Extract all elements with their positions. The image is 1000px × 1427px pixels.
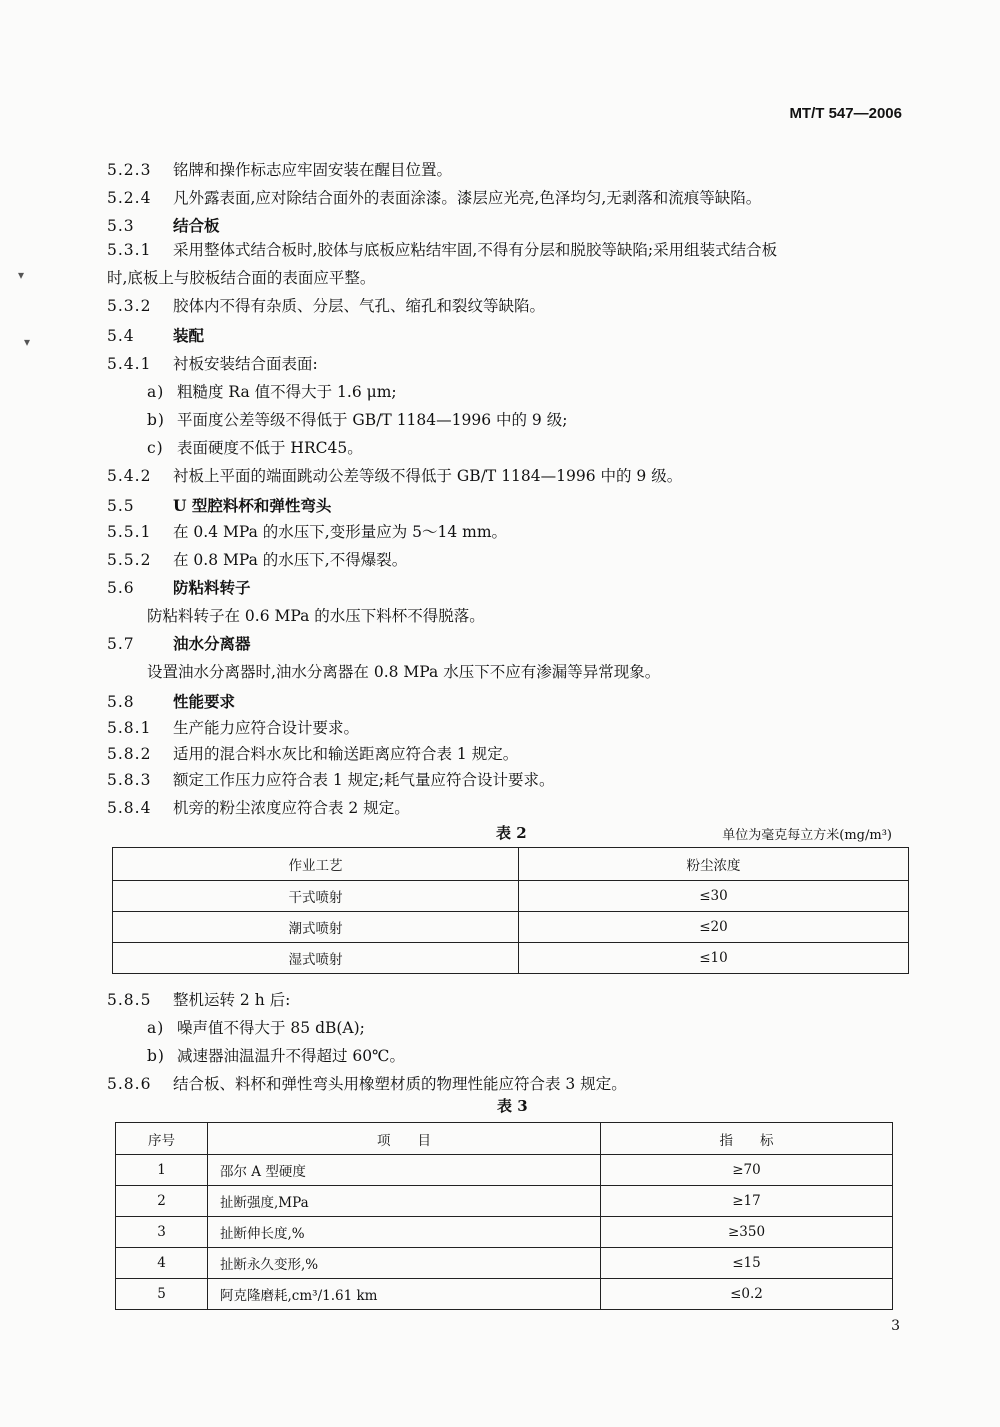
table-cell: 5 [116,1279,208,1310]
table-cell: ≤30 [519,881,909,912]
clause-text: 衬板安装结合面表面: [173,355,318,373]
text-line [147,604,485,626]
table2-caption: 表 2 [496,824,527,842]
table-cell: 潮式喷射 [113,912,519,943]
table-cell: ≤10 [519,943,909,974]
table3-header: 指 标 [601,1123,893,1155]
clause-text: 油水分离器 [173,634,251,653]
clause-number: 5.4.1 [107,355,152,373]
clause-number: 5.3.1 [107,241,152,259]
clause-text: 防粘料转子在 0.6 MPa 的水压下料杯不得脱落。 [147,607,485,625]
clause-text: 装配 [173,326,205,345]
text-line [107,632,251,654]
table-cell: 邵尔 A 型硬度 [208,1155,601,1186]
scan-mark: ▾ [24,335,31,349]
clause-text: 胶体内不得有杂质、分层、气孔、缩孔和裂纹等缺陷。 [173,297,546,315]
clause-number: 5.6 [107,579,135,597]
text-line [107,716,359,738]
page-number: 3 [891,1318,900,1334]
table-cell: ≤15 [601,1248,893,1279]
text-line [107,158,452,180]
table-cell: 湿式喷射 [113,943,519,974]
clause-text: 整机运转 2 h 后: [173,991,291,1009]
clause-number: 5.8.6 [107,1075,152,1093]
clause-text: 噪声值不得大于 85 dB(A); [177,1019,365,1037]
clause-number: 5.2.4 [107,189,152,207]
clause-text: 防粘料转子 [173,578,251,597]
table3 [115,1122,893,1310]
table3-header: 项 目 [208,1123,601,1155]
text-line [107,294,545,316]
table-cell: 扯断永久变形,% [208,1248,601,1279]
table-cell: 4 [116,1248,208,1279]
clause-number: 5.8.1 [107,719,152,737]
table-cell: ≥350 [601,1217,893,1248]
text-line [147,380,397,402]
clause-number: 5.7 [107,635,135,653]
table-row [116,1186,893,1217]
text-line [107,690,235,712]
clause-text: 额定工作压力应符合表 1 规定;耗气量应符合设计要求。 [173,771,555,789]
text-line [107,464,682,486]
text-line [107,520,507,542]
clause-text: 结合板、料杯和弹性弯头用橡塑材质的物理性能应符合表 3 规定。 [173,1075,627,1093]
clause-number: 5.5 [107,497,135,515]
table-row [113,943,909,974]
scan-mark: ▾ [18,268,25,282]
clause-text: 在 0.8 MPa 的水压下,不得爆裂。 [173,551,408,569]
table3-caption: 表 3 [497,1097,528,1115]
clause-text: 机旁的粉尘浓度应符合表 2 规定。 [173,799,410,817]
clause-text: 性能要求 [173,692,236,711]
clause-number: 5.8.5 [107,991,152,1009]
text-line [107,768,554,790]
clause-number: 5.5.1 [107,523,152,541]
table-row [116,1248,893,1279]
clause-text: 生产能力应符合设计要求。 [173,719,360,737]
table-row [116,1155,893,1186]
text-line [107,186,761,208]
text-line [107,266,375,288]
text-line [107,324,204,346]
clause-number: 5.2.3 [107,161,152,179]
clause-number: 5.8.2 [107,745,152,763]
table2-header: 粉尘浓度 [519,848,909,881]
clause-text: 减速器油温温升不得超过 60℃。 [177,1047,405,1065]
text-line [107,548,407,570]
clause-text: 平面度公差等级不得低于 GB/T 1184—1996 中的 9 级; [177,411,568,429]
text-line [147,1016,365,1038]
table-cell: ≥17 [601,1186,893,1217]
clause-number: c) [147,439,164,457]
table-cell: 扯断伸长度,% [208,1217,601,1248]
clause-number: 5.4.2 [107,467,152,485]
table-row [116,1279,893,1310]
clause-text: 结合板 [173,216,220,235]
clause-text: U 型腔料杯和弹性弯头 [173,496,332,515]
table-cell: ≤0.2 [601,1279,893,1310]
table-row [113,881,909,912]
clause-text: 设置油水分离器时,油水分离器在 0.8 MPa 水压下不应有渗漏等异常现象。 [147,663,661,681]
text-line [107,742,518,764]
clause-number: b) [147,411,165,429]
clause-number: 5.8.3 [107,771,152,789]
table-row [113,912,909,943]
table-row [116,1217,893,1248]
clause-number: b) [147,1047,165,1065]
table2-unit: 单位为毫克每立方米(mg/m³) [722,828,892,843]
clause-text: 粗糙度 Ra 值不得大于 1.6 μm; [177,383,397,401]
clause-text: 表面硬度不低于 HRC45。 [177,439,363,457]
table-cell: ≤20 [519,912,909,943]
table-cell: 干式喷射 [113,881,519,912]
clause-number: 5.8.4 [107,799,152,817]
clause-number: 5.4 [107,327,135,345]
standard-code: MT/T 547—2006 [789,105,902,122]
text-line [147,660,660,682]
text-line [107,352,318,374]
table-cell: 扯断强度,MPa [208,1186,601,1217]
text-line [107,214,220,236]
text-line [107,988,290,1010]
text-line [107,576,251,598]
clause-number: 5.8 [107,693,135,711]
clause-number: 5.3.2 [107,297,152,315]
table2 [112,847,909,974]
clause-text: 在 0.4 MPa 的水压下,变形量应为 5～14 mm。 [173,523,508,541]
table3-header: 序号 [116,1123,208,1155]
text-line [147,408,567,430]
clause-text: 衬板上平面的端面跳动公差等级不得低于 GB/T 1184—1996 中的 9 级。 [173,467,683,485]
table-cell: 2 [116,1186,208,1217]
clause-text: 时,底板上与胶板结合面的表面应平整。 [107,269,376,287]
clause-text: 采用整体式结合板时,胶体与底板应粘结牢固,不得有分层和脱胶等缺陷;采用组装式结合板 [173,241,778,259]
table2-header: 作业工艺 [113,848,519,881]
text-line [107,238,777,260]
clause-text: 适用的混合料水灰比和输送距离应符合表 1 规定。 [173,745,519,763]
table-cell: 1 [116,1155,208,1186]
clause-text: 铭牌和操作标志应牢固安装在醒目位置。 [173,161,453,179]
clause-number: a) [147,1019,165,1037]
clause-text: 凡外露表面,应对除结合面外的表面涂漆。漆层应光亮,色泽均匀,无剥落和流痕等缺陷。 [173,189,762,207]
clause-number: a) [147,383,165,401]
text-line [107,796,410,818]
text-line [107,494,331,516]
table-cell: ≥70 [601,1155,893,1186]
text-line [147,1044,405,1066]
table-cell: 阿克隆磨耗,cm³/1.61 km [208,1279,601,1310]
text-line [147,436,363,458]
table-cell: 3 [116,1217,208,1248]
text-line [107,1072,627,1094]
clause-number: 5.5.2 [107,551,152,569]
clause-number: 5.3 [107,217,135,235]
